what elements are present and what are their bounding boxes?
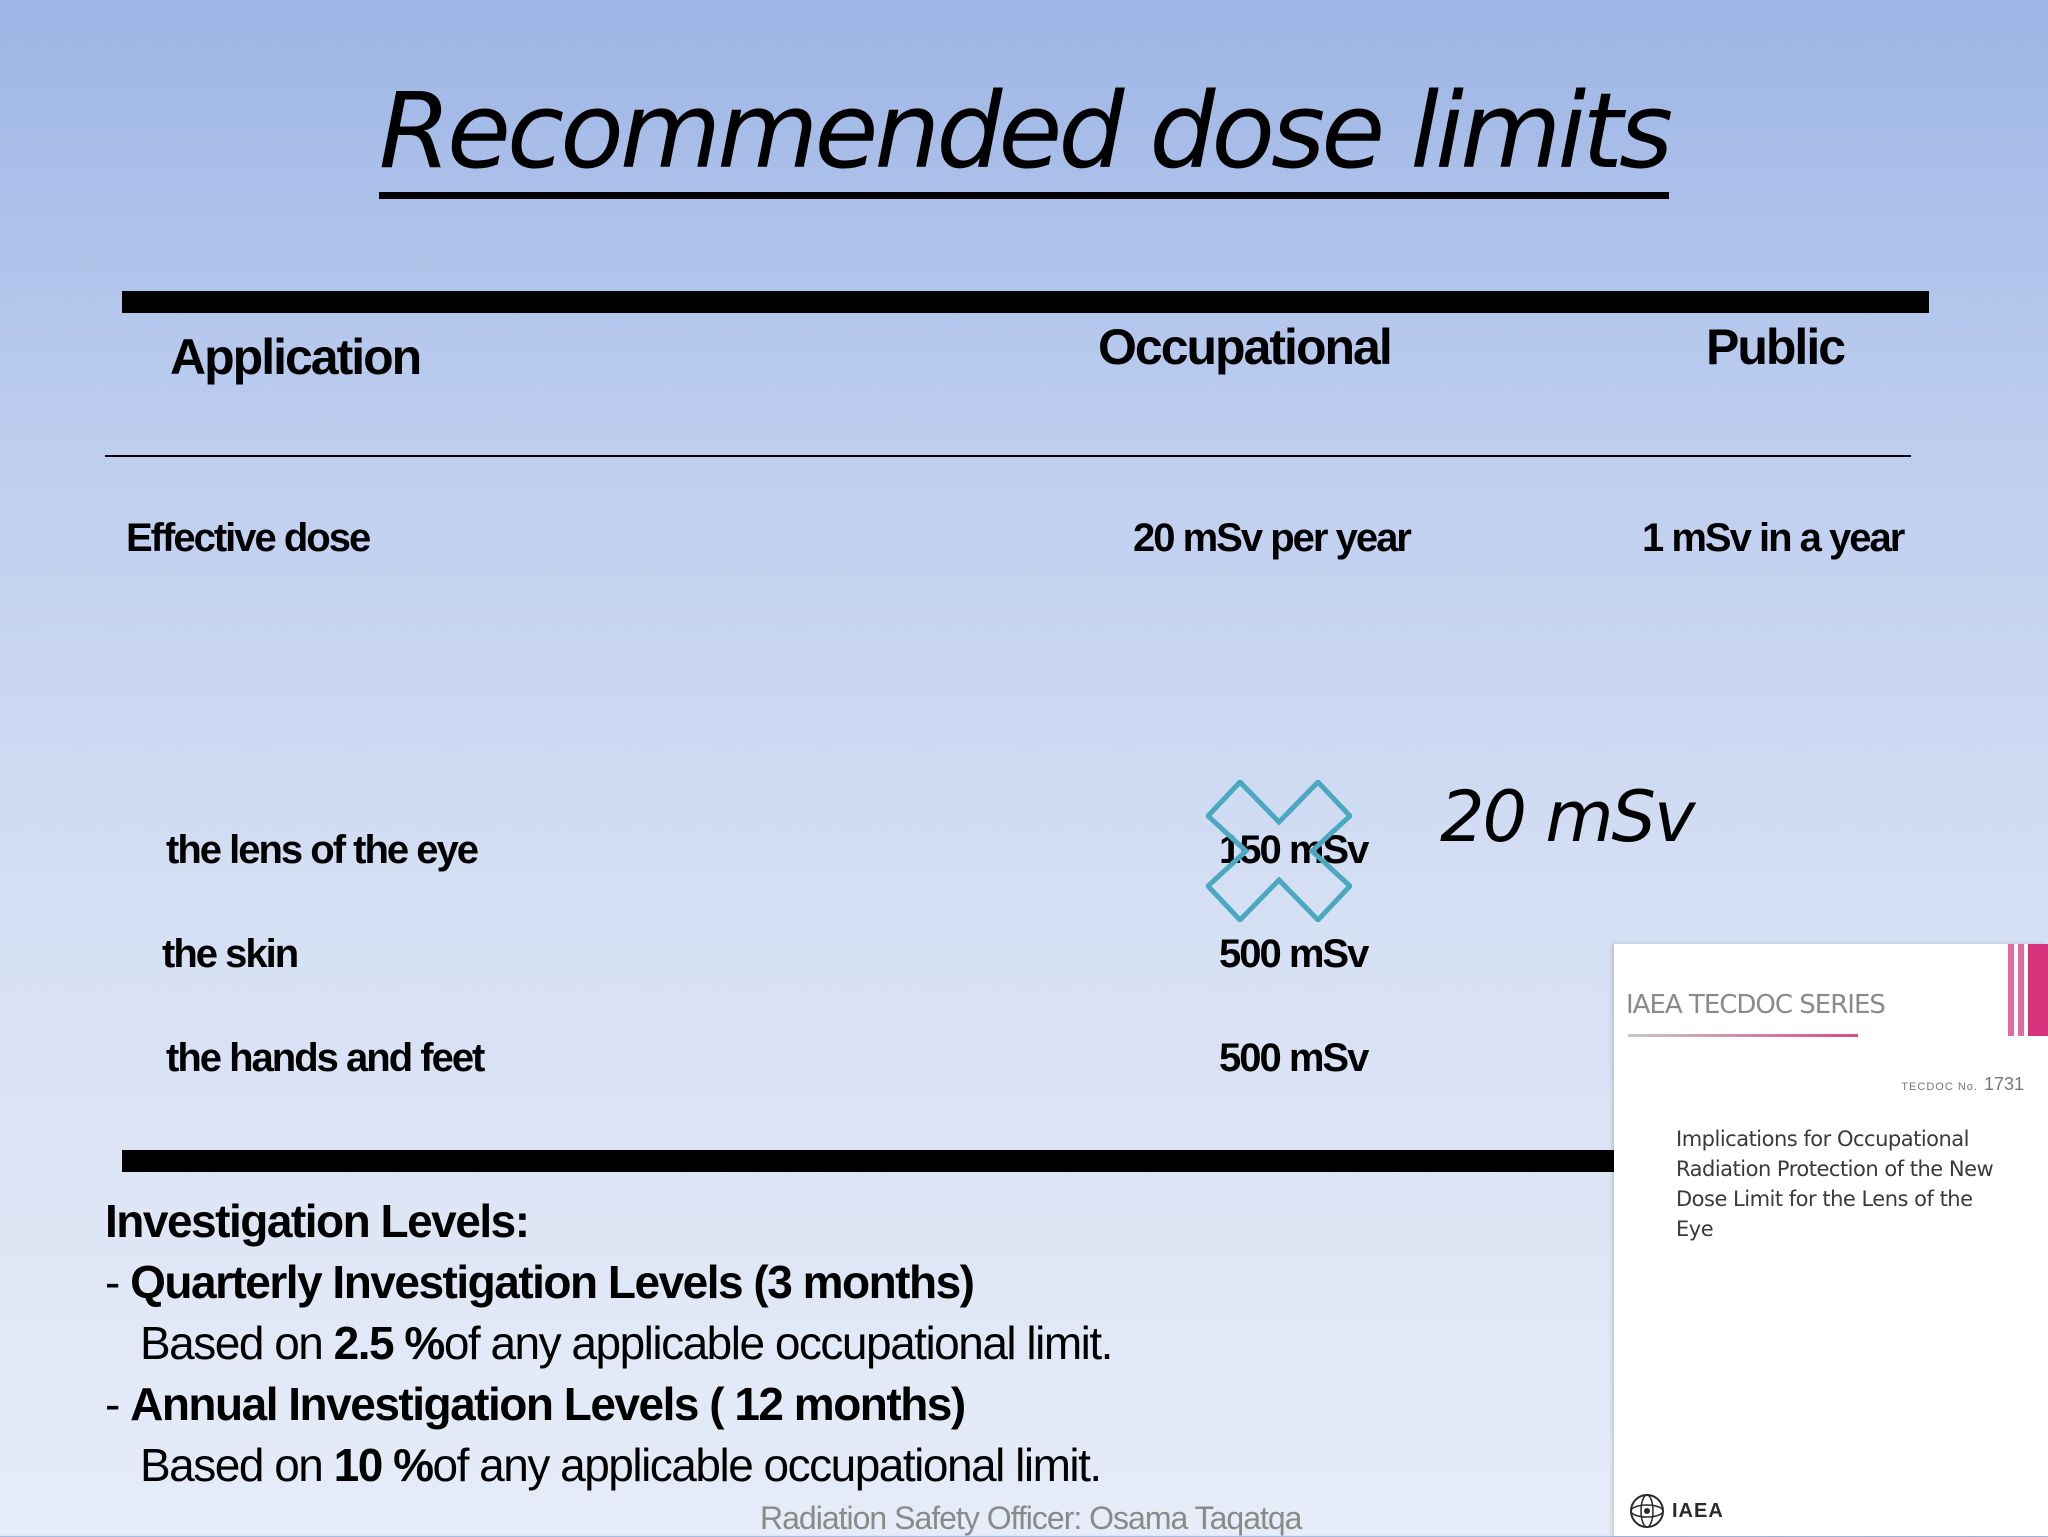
annual-dash: - xyxy=(105,1378,131,1430)
book-number-prefix: TECDOC No. xyxy=(1901,1081,1978,1093)
table-header-rule xyxy=(105,455,1911,457)
annual-prefix: Based on xyxy=(140,1439,334,1491)
row-skin-occupational: 500 mSv xyxy=(1219,932,1368,976)
book-title: Implications for Occupational Radiation Protection of the New Dose Limit for the Lens of the Eye xyxy=(1676,1127,1994,1241)
footer-credit: Radiation Safety Officer: Osama Taqatqa xyxy=(760,1500,1302,1536)
header-public: Public xyxy=(1706,319,1845,375)
corrected-lens-limit: 20 mSv xyxy=(1440,776,1694,858)
quarterly-prefix: Based on xyxy=(140,1317,334,1369)
annual-percent: 10 % xyxy=(333,1439,433,1491)
annual-heading xyxy=(105,1378,965,1430)
book-stripes xyxy=(2008,944,2048,1036)
header-application: Application xyxy=(170,329,421,385)
slide-title: Recommended dose limits xyxy=(0,72,2048,192)
row-lens-label: the lens of the eye xyxy=(166,828,477,872)
annual-suffix: of any applicable occupational limit. xyxy=(432,1439,1101,1491)
annual-label: Annual Investigation Levels ( 12 months) xyxy=(130,1378,965,1430)
book-number xyxy=(1901,1074,2024,1095)
row-effective-dose-label: Effective dose xyxy=(126,516,370,560)
row-effective-dose-public: 1 mSv in a year xyxy=(1642,516,1904,560)
book-stripe xyxy=(2018,944,2024,1036)
tecdoc-book-cover xyxy=(1614,944,2048,1536)
header-occupational: Occupational xyxy=(1098,319,1391,375)
quarterly-percent: 2.5 % xyxy=(333,1317,444,1369)
quarterly-suffix: of any applicable occupational limit. xyxy=(443,1317,1112,1369)
table-top-rule xyxy=(122,291,1929,313)
book-stripe xyxy=(2008,944,2014,1036)
book-stripe xyxy=(2028,944,2048,1036)
annual-detail xyxy=(140,1439,1101,1491)
quarterly-dash: - xyxy=(105,1256,131,1308)
row-hands-feet-occupational: 500 mSv xyxy=(1219,1036,1368,1080)
quarterly-detail xyxy=(140,1317,1112,1369)
cross-out-icon xyxy=(1206,780,1352,922)
book-series-title: IAEA TECDOC SERIES xyxy=(1626,990,1885,1020)
book-logo-text: IAEA xyxy=(1672,1500,1724,1522)
row-effective-dose-occupational: 20 mSv per year xyxy=(1133,516,1410,560)
book-series-underline xyxy=(1628,1034,1858,1037)
row-skin-label: the skin xyxy=(162,932,298,976)
row-lens-occupational: 150 mSv xyxy=(1219,828,1368,872)
table-bottom-rule xyxy=(122,1150,1614,1172)
quarterly-heading xyxy=(105,1256,974,1308)
row-hands-feet-label: the hands and feet xyxy=(166,1036,484,1080)
quarterly-label: Quarterly Investigation Levels (3 months) xyxy=(130,1256,974,1308)
iaea-logo-icon xyxy=(1628,1492,1666,1530)
investigation-heading: Investigation Levels: xyxy=(105,1195,529,1247)
book-number-value: 1731 xyxy=(1983,1074,2024,1094)
